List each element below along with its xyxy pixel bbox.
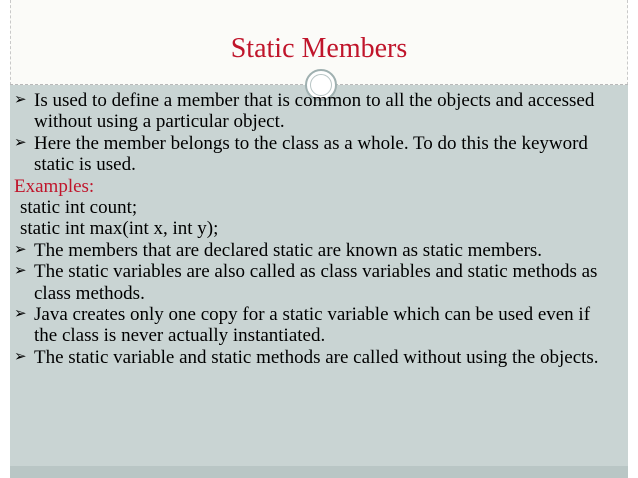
bullet-item xyxy=(14,347,614,368)
bullet-text: Is used to define a member that is common to all the objects and accessed without using a particular object. xyxy=(34,90,595,133)
bullet-text: The static variable and static methods are called without using the objects. xyxy=(34,346,599,368)
bottom-bar xyxy=(10,466,628,478)
examples-label: Examples: xyxy=(14,175,95,197)
bullet-item xyxy=(14,90,614,133)
bullet-item xyxy=(14,240,614,261)
arrow-bullet-icon: ➢ xyxy=(14,263,27,280)
slide-title: Static Members xyxy=(230,33,408,64)
arrow-bullet-icon: ➢ xyxy=(14,134,27,151)
arrow-bullet-icon: ➢ xyxy=(14,241,27,258)
arrow-bullet-icon: ➢ xyxy=(14,92,27,108)
bullet-text: Java creates only one copy for a static variable which can be used even if the class is never actually instantiated. xyxy=(34,304,591,347)
bullet-item xyxy=(14,261,614,304)
code-example: static int count; xyxy=(20,197,138,219)
slide-body xyxy=(14,90,614,368)
bullet-text: The members that are declared static are known as static members. xyxy=(34,239,543,261)
bullet-item xyxy=(14,304,614,347)
bullet-text: Here the member belongs to the class as a whole. To do this the keyword static is used. xyxy=(34,132,588,176)
bullet-text: The static variables are also called as class variables and static methods as class methods. xyxy=(34,261,598,304)
arrow-bullet-icon: ➢ xyxy=(14,306,27,323)
code-example: static int max(int x, int y); xyxy=(20,218,219,240)
bullet-item xyxy=(14,133,614,176)
arrow-bullet-icon: ➢ xyxy=(14,348,27,365)
